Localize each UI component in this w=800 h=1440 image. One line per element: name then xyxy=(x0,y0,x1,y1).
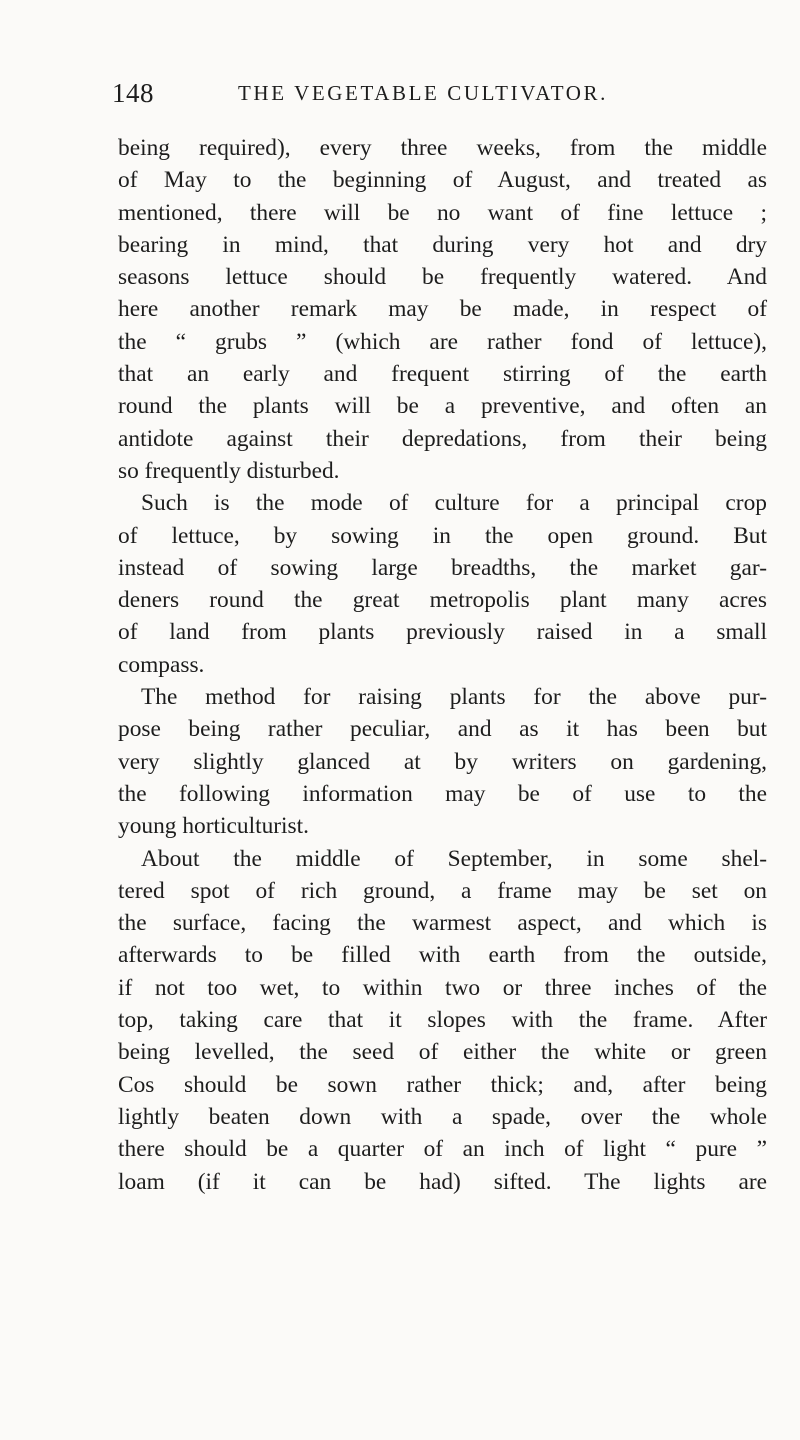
text-line: top, taking care that it slopes with the frame. After xyxy=(118,1007,767,1034)
text-line: bearing in mind, that during very hot and dry xyxy=(118,231,767,258)
text-line: Cos should be sown rather thick; and, after being xyxy=(118,1071,767,1098)
text-line: compass. xyxy=(118,651,205,678)
running-title: THE VEGETABLE CULTIVATOR. xyxy=(238,81,608,105)
paragraph-start-line: The method for raising plants for the above pur- xyxy=(141,684,767,711)
text-line: very slightly glanced at by writers on gardening, xyxy=(118,748,767,775)
body-text xyxy=(118,132,767,1198)
running-head xyxy=(112,78,672,108)
text-line: of lettuce, by sowing in the open ground. But xyxy=(118,522,767,549)
text-line: being required), every three weeks, from the middle xyxy=(118,135,767,161)
text-line: the surface, facing the warmest aspect, and which is xyxy=(118,910,767,937)
text-line: so frequently disturbed. xyxy=(118,457,340,484)
text-line: mentioned, there will be no want of fine lettuce ; xyxy=(118,199,767,226)
paragraph-start-line: About the middle of September, in some shel- xyxy=(141,845,767,872)
text-line: if not too wet, to within two or three inches of the xyxy=(118,974,767,1001)
text-line: seasons lettuce should be frequently watered. And xyxy=(118,264,767,291)
text-line: the following information may be of use to the xyxy=(118,780,767,807)
text-line: round the plants will be a preventive, and often an xyxy=(118,393,767,420)
text-line: loam (if it can be had) sifted. The lights are xyxy=(118,1168,767,1195)
paragraph-start-line: Such is the mode of culture for a principal crop xyxy=(141,490,767,517)
text-line: being levelled, the seed of either the white or green xyxy=(118,1039,767,1066)
text-line: pose being rather peculiar, and as it has been but xyxy=(118,716,767,743)
text-line: of May to the beginning of August, and treated as xyxy=(118,167,767,194)
text-line: lightly beaten down with a spade, over the whole xyxy=(118,1103,767,1130)
text-line: antidote against their depredations, from their being xyxy=(118,425,767,452)
text-line: of land from plants previously raised in a small xyxy=(118,619,767,646)
text-line: young horticulturist. xyxy=(118,813,310,840)
text-line: that an early and frequent stirring of the earth xyxy=(118,361,767,388)
text-line: afterwards to be filled with earth from the outside, xyxy=(118,942,767,969)
text-line: tered spot of rich ground, a frame may be set on xyxy=(118,877,767,904)
text-line: instead of sowing large breadths, the market gar- xyxy=(118,554,767,581)
text-line: the “ grubs ” (which are rather fond of lettuce), xyxy=(118,328,767,355)
text-line: here another remark may be made, in respect of xyxy=(118,296,767,323)
text-line: deners round the great metropolis plant many acres xyxy=(118,587,767,614)
page-number: 148 xyxy=(112,78,154,108)
text-line: there should be a quarter of an inch of light “ pure ” xyxy=(118,1136,767,1163)
